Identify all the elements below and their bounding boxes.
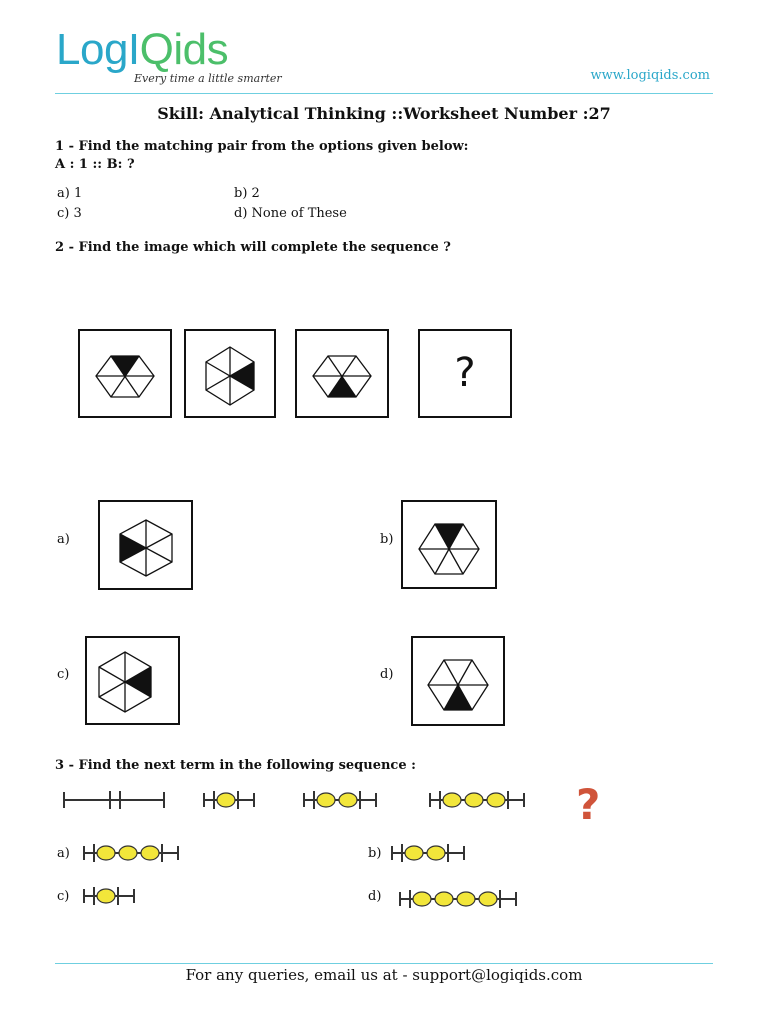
- q3-text: 3 - Find the next term in the following sequence :: [55, 758, 416, 773]
- q3-option-d-label: d): [368, 889, 382, 904]
- q2-option-b-figure[interactable]: [401, 500, 497, 589]
- q1-subline: A : 1 :: B: ?: [55, 157, 135, 172]
- q2-sequence-figure-1: [78, 329, 172, 418]
- q2-option-a-label: a): [57, 532, 70, 547]
- q3-sequence-term-3: [300, 785, 390, 815]
- q2-option-a-figure[interactable]: [98, 500, 193, 590]
- bead: [217, 793, 235, 807]
- header-divider: [55, 93, 713, 94]
- logo-part-1: LogI: [56, 25, 140, 74]
- q2-option-b-label: b): [380, 532, 394, 547]
- bead: [487, 793, 505, 807]
- website-link[interactable]: www.logiqids.com: [590, 68, 710, 83]
- q2-option-d-figure[interactable]: [411, 636, 505, 726]
- logo-tagline: Every time a little smarter: [134, 72, 282, 85]
- q1-text: 1 - Find the matching pair from the options given below:: [55, 139, 469, 154]
- q3-option-b-label: b): [368, 846, 382, 861]
- q3-unknown-mark: ?: [576, 780, 601, 829]
- q3-option-b-figure[interactable]: [388, 838, 488, 868]
- bead: [435, 892, 453, 906]
- footer-divider: [55, 963, 713, 964]
- q2-text: 2 - Find the image which will complete the sequence ?: [55, 240, 451, 255]
- bead: [317, 793, 335, 807]
- q2-option-d-label: d): [380, 667, 394, 682]
- bead: [465, 793, 483, 807]
- bead: [443, 793, 461, 807]
- q3-sequence-term-2: [200, 785, 266, 815]
- bead: [413, 892, 431, 906]
- q3-option-c-figure[interactable]: [80, 881, 165, 911]
- bead: [479, 892, 497, 906]
- logo: [56, 25, 229, 74]
- bead: [427, 846, 445, 860]
- footer-contact: For any queries, email us at - support@logiqids.com: [185, 966, 583, 984]
- q3-option-a-figure[interactable]: [80, 838, 200, 868]
- q3-option-c-label: c): [57, 889, 70, 904]
- q1-option-a: a) 1: [57, 186, 83, 201]
- q2-sequence-figure-3: [295, 329, 389, 418]
- q3-option-d-figure[interactable]: [396, 884, 536, 914]
- q2-sequence-figure-2: [184, 329, 276, 418]
- bead: [97, 889, 115, 903]
- q2-unknown-figure: ?: [418, 329, 512, 418]
- bead: [457, 892, 475, 906]
- bead: [97, 846, 115, 860]
- q3-option-a-label: a): [57, 846, 70, 861]
- bead: [141, 846, 159, 860]
- q1-option-d: d) None of These: [234, 206, 347, 221]
- q1-option-b: b) 2: [234, 186, 260, 201]
- q3-sequence-term-4: [426, 785, 536, 815]
- bead: [405, 846, 423, 860]
- q1-option-c: c) 3: [57, 206, 82, 221]
- logo-part-2: Qids: [139, 25, 229, 74]
- q2-option-c-figure[interactable]: [85, 636, 180, 725]
- worksheet-title: Skill: Analytical Thinking ::Worksheet Number :27: [157, 104, 611, 123]
- bead: [339, 793, 357, 807]
- q3-sequence-term-1: [60, 785, 170, 815]
- q2-option-c-label: c): [57, 667, 70, 682]
- bead: [119, 846, 137, 860]
